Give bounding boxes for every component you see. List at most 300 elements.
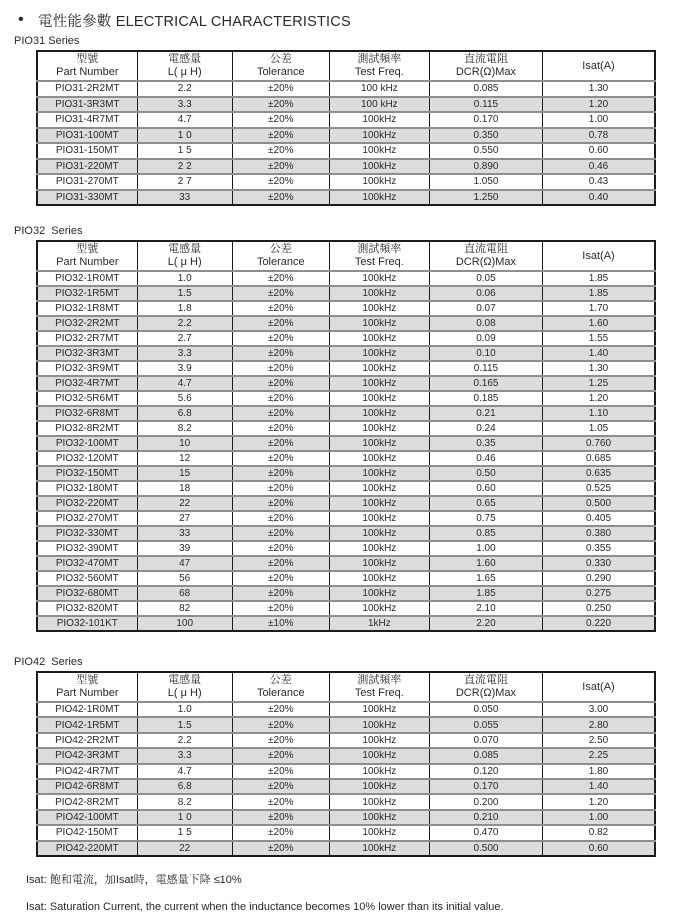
value-cell: ±20%	[232, 496, 329, 511]
value-cell: ±20%	[232, 481, 329, 496]
value-cell: 1.05	[543, 421, 656, 436]
value-cell: 1.00	[543, 112, 656, 128]
value-cell: 0.210	[429, 810, 542, 825]
column-header-en: Part Number	[56, 687, 119, 699]
part-number-cell: PIO32-560MT	[37, 571, 137, 586]
value-cell: 0.525	[543, 481, 656, 496]
table-row	[37, 601, 655, 616]
value-cell: 2 2	[137, 159, 232, 175]
table-row	[37, 286, 655, 301]
value-cell: 0.685	[543, 451, 656, 466]
value-cell: 12	[137, 451, 232, 466]
part-number-cell: PIO32-220MT	[37, 496, 137, 511]
table-row	[37, 97, 655, 113]
value-cell: ±20%	[232, 112, 329, 128]
value-cell: 100kHz	[329, 466, 429, 481]
column-header	[329, 241, 429, 271]
column-header-en: DCR(Ω)Max	[455, 687, 517, 699]
value-cell: 1.80	[543, 764, 656, 779]
value-cell: 100kHz	[329, 143, 429, 159]
pio31-table	[36, 50, 656, 206]
value-cell: 100kHz	[329, 717, 429, 732]
value-cell: ±20%	[232, 841, 329, 856]
value-cell: 0.43	[543, 174, 656, 190]
part-number-cell: PIO31-100MT	[37, 128, 137, 144]
value-cell: 1.40	[543, 346, 656, 361]
value-cell: 100kHz	[329, 825, 429, 840]
table-row	[37, 346, 655, 361]
series-label-pio31: PIO31 Series	[14, 35, 80, 47]
value-cell: ±20%	[232, 702, 329, 717]
part-number-cell: PIO32-5R6MT	[37, 391, 137, 406]
part-number-cell: PIO32-470MT	[37, 556, 137, 571]
table-row	[37, 466, 655, 481]
part-number-cell: PIO42-8R2MT	[37, 794, 137, 809]
value-cell: 1.85	[429, 586, 542, 601]
part-number-cell: PIO32-1R5MT	[37, 286, 137, 301]
value-cell: 82	[137, 601, 232, 616]
value-cell: 0.220	[543, 616, 656, 631]
table-row	[37, 128, 655, 144]
value-cell: 0.09	[429, 331, 542, 346]
value-cell: 8.2	[137, 421, 232, 436]
value-cell: 100kHz	[329, 421, 429, 436]
column-header	[329, 672, 429, 702]
value-cell: 0.60	[429, 481, 542, 496]
table-row	[37, 541, 655, 556]
table-row	[37, 511, 655, 526]
value-cell: 100 kHz	[329, 97, 429, 113]
value-cell: 1.5	[137, 717, 232, 732]
part-number-cell: PIO32-1R0MT	[37, 271, 137, 286]
column-header-en: Isat(A)	[582, 249, 615, 262]
value-cell: 100kHz	[329, 301, 429, 316]
value-cell: 33	[137, 190, 232, 206]
value-cell: 100kHz	[329, 112, 429, 128]
table-row	[37, 481, 655, 496]
value-cell: 0.550	[429, 143, 542, 159]
value-cell: 2.2	[137, 733, 232, 748]
part-number-cell: PIO42-6R8MT	[37, 779, 137, 794]
value-cell: 100kHz	[329, 271, 429, 286]
value-cell: 1.60	[429, 556, 542, 571]
value-cell: 100kHz	[329, 286, 429, 301]
value-cell: 3.3	[137, 346, 232, 361]
table-row	[37, 190, 655, 206]
part-number-cell: PIO42-1R0MT	[37, 702, 137, 717]
value-cell: 0.40	[543, 190, 656, 206]
value-cell: 1.30	[543, 81, 656, 97]
table-row	[37, 391, 655, 406]
column-header-en: Part Number	[56, 66, 119, 78]
table-row	[37, 174, 655, 190]
value-cell: 0.120	[429, 764, 542, 779]
column-header-en: Isat(A)	[582, 59, 615, 72]
header-row	[37, 241, 655, 271]
value-cell: 0.055	[429, 717, 542, 732]
pio42-table	[36, 671, 656, 857]
value-cell: 2.10	[429, 601, 542, 616]
value-cell: 0.07	[429, 301, 542, 316]
value-cell: 100kHz	[329, 331, 429, 346]
value-cell: 1.30	[543, 361, 656, 376]
header-row	[37, 672, 655, 702]
column-header-zh: 電感量	[168, 243, 202, 255]
part-number-cell: PIO32-3R3MT	[37, 346, 137, 361]
value-cell: 0.470	[429, 825, 542, 840]
value-cell: 3.9	[137, 361, 232, 376]
column-header	[37, 241, 137, 271]
value-cell: 100kHz	[329, 159, 429, 175]
value-cell: 0.75	[429, 511, 542, 526]
value-cell: 4.7	[137, 376, 232, 391]
value-cell: 100kHz	[329, 391, 429, 406]
part-number-cell: PIO42-4R7MT	[37, 764, 137, 779]
value-cell: ±20%	[232, 301, 329, 316]
value-cell: 1 0	[137, 810, 232, 825]
value-cell: 100kHz	[329, 128, 429, 144]
value-cell: ±20%	[232, 97, 329, 113]
part-number-cell: PIO32-2R2MT	[37, 316, 137, 331]
value-cell: 1kHz	[329, 616, 429, 631]
column-header-zh: 測試頻率	[357, 243, 402, 255]
value-cell: ±20%	[232, 286, 329, 301]
column-header-en: L( μ H)	[167, 256, 202, 268]
column-header	[429, 51, 542, 81]
value-cell: 0.65	[429, 496, 542, 511]
value-cell: 0.500	[429, 841, 542, 856]
value-cell: 4.7	[137, 764, 232, 779]
value-cell: 56	[137, 571, 232, 586]
table-row	[37, 331, 655, 346]
value-cell: 100kHz	[329, 481, 429, 496]
value-cell: 1.10	[543, 406, 656, 421]
value-cell: 0.085	[429, 81, 542, 97]
value-cell: 100kHz	[329, 586, 429, 601]
part-number-cell: PIO32-3R9MT	[37, 361, 137, 376]
table-row	[37, 556, 655, 571]
table-row	[37, 571, 655, 586]
value-cell: 0.46	[543, 159, 656, 175]
value-cell: 3.3	[137, 748, 232, 763]
value-cell: 2.25	[543, 748, 656, 763]
table-row	[37, 717, 655, 732]
value-cell: 27	[137, 511, 232, 526]
column-header-en: Part Number	[56, 256, 119, 268]
value-cell: 47	[137, 556, 232, 571]
value-cell: 0.06	[429, 286, 542, 301]
value-cell: 100kHz	[329, 436, 429, 451]
value-cell: ±20%	[232, 271, 329, 286]
table-row	[37, 421, 655, 436]
value-cell: 22	[137, 841, 232, 856]
column-header-en: Tolerance	[256, 66, 305, 78]
part-number-cell: PIO32-330MT	[37, 526, 137, 541]
value-cell: 0.380	[543, 526, 656, 541]
value-cell: 6.8	[137, 779, 232, 794]
column-header-zh: 測試頻率	[357, 53, 402, 65]
part-number-cell: PIO32-100MT	[37, 436, 137, 451]
part-number-cell: PIO31-150MT	[37, 143, 137, 159]
value-cell: 0.82	[543, 825, 656, 840]
column-header-en: Test Freq.	[354, 256, 404, 268]
column-header-zh: 公差	[269, 674, 292, 686]
value-cell: 0.185	[429, 391, 542, 406]
value-cell: 0.165	[429, 376, 542, 391]
column-header	[37, 51, 137, 81]
value-cell: 0.500	[543, 496, 656, 511]
value-cell: 0.635	[543, 466, 656, 481]
value-cell: 1.00	[543, 810, 656, 825]
value-cell: 100kHz	[329, 841, 429, 856]
value-cell: 0.78	[543, 128, 656, 144]
table-row	[37, 81, 655, 97]
table-row	[37, 496, 655, 511]
part-number-cell: PIO32-150MT	[37, 466, 137, 481]
table-row	[37, 794, 655, 809]
value-cell: 1.20	[543, 97, 656, 113]
column-header-en: L( μ H)	[167, 687, 202, 699]
value-cell: 100kHz	[329, 541, 429, 556]
footnotes	[26, 871, 669, 913]
value-cell: 0.890	[429, 159, 542, 175]
part-number-cell: PIO32-101KT	[37, 616, 137, 631]
column-header-zh: 電感量	[168, 53, 202, 65]
column-header-en: Test Freq.	[354, 687, 404, 699]
part-number-cell: PIO42-150MT	[37, 825, 137, 840]
series-label-pio42: PIO42 Series	[14, 656, 83, 668]
value-cell: 100kHz	[329, 174, 429, 190]
column-header-zh: 測試頻率	[357, 674, 402, 686]
value-cell: 5.6	[137, 391, 232, 406]
value-cell: 0.760	[543, 436, 656, 451]
value-cell: 0.05	[429, 271, 542, 286]
value-cell: 100kHz	[329, 346, 429, 361]
value-cell: 100kHz	[329, 571, 429, 586]
value-cell: ±10%	[232, 616, 329, 631]
value-cell: ±20%	[232, 466, 329, 481]
table-row	[37, 316, 655, 331]
table-row	[37, 616, 655, 631]
value-cell: 1.65	[429, 571, 542, 586]
value-cell: 0.050	[429, 702, 542, 717]
value-cell: 100kHz	[329, 190, 429, 206]
value-cell: 100kHz	[329, 556, 429, 571]
value-cell: 100kHz	[329, 451, 429, 466]
value-cell: 1.85	[543, 271, 656, 286]
value-cell: 2.80	[543, 717, 656, 732]
value-cell: 100kHz	[329, 733, 429, 748]
column-header	[37, 672, 137, 702]
part-number-cell: PIO32-180MT	[37, 481, 137, 496]
table-row	[37, 779, 655, 794]
column-header	[137, 241, 232, 271]
bullet-icon: •	[18, 11, 24, 28]
column-header	[429, 241, 542, 271]
value-cell: ±20%	[232, 511, 329, 526]
value-cell: 100kHz	[329, 511, 429, 526]
value-cell: ±20%	[232, 361, 329, 376]
part-number-cell: PIO32-820MT	[37, 601, 137, 616]
value-cell: 6.8	[137, 406, 232, 421]
value-cell: ±20%	[232, 316, 329, 331]
value-cell: 0.350	[429, 128, 542, 144]
value-cell: 0.275	[543, 586, 656, 601]
table-row	[37, 143, 655, 159]
value-cell: 2.7	[137, 331, 232, 346]
part-number-cell: PIO42-220MT	[37, 841, 137, 856]
value-cell: 0.250	[543, 601, 656, 616]
value-cell: ±20%	[232, 541, 329, 556]
part-number-cell: PIO32-8R2MT	[37, 421, 137, 436]
value-cell: 2.50	[543, 733, 656, 748]
value-cell: ±20%	[232, 794, 329, 809]
table-row	[37, 436, 655, 451]
table-row	[37, 526, 655, 541]
part-number-cell: PIO31-4R7MT	[37, 112, 137, 128]
column-header-en: Tolerance	[256, 687, 305, 699]
value-cell: 1.00	[429, 541, 542, 556]
value-cell: 1.25	[543, 376, 656, 391]
value-cell: ±20%	[232, 143, 329, 159]
value-cell: 1.050	[429, 174, 542, 190]
value-cell: ±20%	[232, 779, 329, 794]
value-cell: ±20%	[232, 586, 329, 601]
part-number-cell: PIO32-1R8MT	[37, 301, 137, 316]
part-number-cell: PIO32-680MT	[37, 586, 137, 601]
part-number-cell: PIO42-1R5MT	[37, 717, 137, 732]
value-cell: 2.2	[137, 81, 232, 97]
table-row	[37, 810, 655, 825]
value-cell: 2 7	[137, 174, 232, 190]
part-number-cell: PIO31-2R2MT	[37, 81, 137, 97]
part-number-cell: PIO32-4R7MT	[37, 376, 137, 391]
value-cell: 1.70	[543, 301, 656, 316]
table-row	[37, 702, 655, 717]
value-cell: 1.20	[543, 391, 656, 406]
column-header	[232, 241, 329, 271]
column-header-en: Tolerance	[256, 256, 305, 268]
pio32-table	[36, 240, 656, 632]
value-cell: 68	[137, 586, 232, 601]
value-cell: 1.60	[543, 316, 656, 331]
column-header	[137, 51, 232, 81]
value-cell: 18	[137, 481, 232, 496]
value-cell: ±20%	[232, 376, 329, 391]
value-cell: 0.170	[429, 779, 542, 794]
table-row	[37, 271, 655, 286]
section-title	[18, 10, 669, 30]
table-row	[37, 825, 655, 840]
value-cell: 0.46	[429, 451, 542, 466]
table-row	[37, 361, 655, 376]
value-cell: 1 0	[137, 128, 232, 144]
value-cell: ±20%	[232, 190, 329, 206]
part-number-cell: PIO32-270MT	[37, 511, 137, 526]
value-cell: 3.3	[137, 97, 232, 113]
value-cell: 1.0	[137, 271, 232, 286]
value-cell: 0.355	[543, 541, 656, 556]
value-cell: 100kHz	[329, 406, 429, 421]
column-header-zh: 型號	[76, 674, 99, 686]
value-cell: 0.085	[429, 748, 542, 763]
column-header	[232, 51, 329, 81]
value-cell: ±20%	[232, 526, 329, 541]
column-header	[137, 672, 232, 702]
value-cell: 100kHz	[329, 496, 429, 511]
column-header-zh: 直流電阻	[463, 53, 508, 65]
table-row	[37, 301, 655, 316]
value-cell: 1.8	[137, 301, 232, 316]
value-cell: 33	[137, 526, 232, 541]
value-cell: 0.08	[429, 316, 542, 331]
value-cell: ±20%	[232, 451, 329, 466]
value-cell: 8.2	[137, 794, 232, 809]
value-cell: ±20%	[232, 748, 329, 763]
value-cell: 0.50	[429, 466, 542, 481]
value-cell: ±20%	[232, 810, 329, 825]
part-number-cell: PIO32-6R8MT	[37, 406, 137, 421]
value-cell: 100	[137, 616, 232, 631]
header-row	[37, 51, 655, 81]
value-cell: 1 5	[137, 825, 232, 840]
value-cell: ±20%	[232, 764, 329, 779]
value-cell: ±20%	[232, 601, 329, 616]
value-cell: ±20%	[232, 406, 329, 421]
value-cell: 100kHz	[329, 361, 429, 376]
value-cell: ±20%	[232, 421, 329, 436]
column-header-en: L( μ H)	[167, 66, 202, 78]
value-cell: 0.200	[429, 794, 542, 809]
column-header-zh: 電感量	[168, 674, 202, 686]
column-header-zh: 公差	[269, 243, 292, 255]
value-cell: 15	[137, 466, 232, 481]
part-number-cell: PIO32-120MT	[37, 451, 137, 466]
column-header-zh: 直流電阻	[463, 243, 508, 255]
value-cell: 1.40	[543, 779, 656, 794]
column-header	[232, 672, 329, 702]
value-cell: 0.405	[543, 511, 656, 526]
part-number-cell: PIO31-220MT	[37, 159, 137, 175]
value-cell: 0.35	[429, 436, 542, 451]
value-cell: 3.00	[543, 702, 656, 717]
column-header-en: DCR(Ω)Max	[455, 66, 517, 78]
part-number-cell: PIO31-270MT	[37, 174, 137, 190]
value-cell: 22	[137, 496, 232, 511]
column-header-zh: 型號	[76, 53, 99, 65]
value-cell: 0.60	[543, 143, 656, 159]
column-header	[329, 51, 429, 81]
section-title-text: 電性能參數 ELECTRICAL CHARACTERISTICS	[38, 13, 351, 30]
part-number-cell: PIO32-390MT	[37, 541, 137, 556]
table-row	[37, 841, 655, 856]
column-header	[543, 672, 656, 702]
column-header	[543, 241, 656, 271]
value-cell: ±20%	[232, 128, 329, 144]
table-row	[37, 406, 655, 421]
value-cell: 100kHz	[329, 779, 429, 794]
value-cell: 100kHz	[329, 702, 429, 717]
column-header-en: Test Freq.	[354, 66, 404, 78]
value-cell: 0.115	[429, 361, 542, 376]
value-cell: 1.20	[543, 794, 656, 809]
value-cell: 1.55	[543, 331, 656, 346]
part-number-cell: PIO42-2R2MT	[37, 733, 137, 748]
isat-note-zh: Isat: 飽和電流，加Isat時，電感量下降 ≤10%	[26, 873, 242, 886]
value-cell: ±20%	[232, 717, 329, 732]
table-row	[37, 748, 655, 763]
value-cell: 0.330	[543, 556, 656, 571]
